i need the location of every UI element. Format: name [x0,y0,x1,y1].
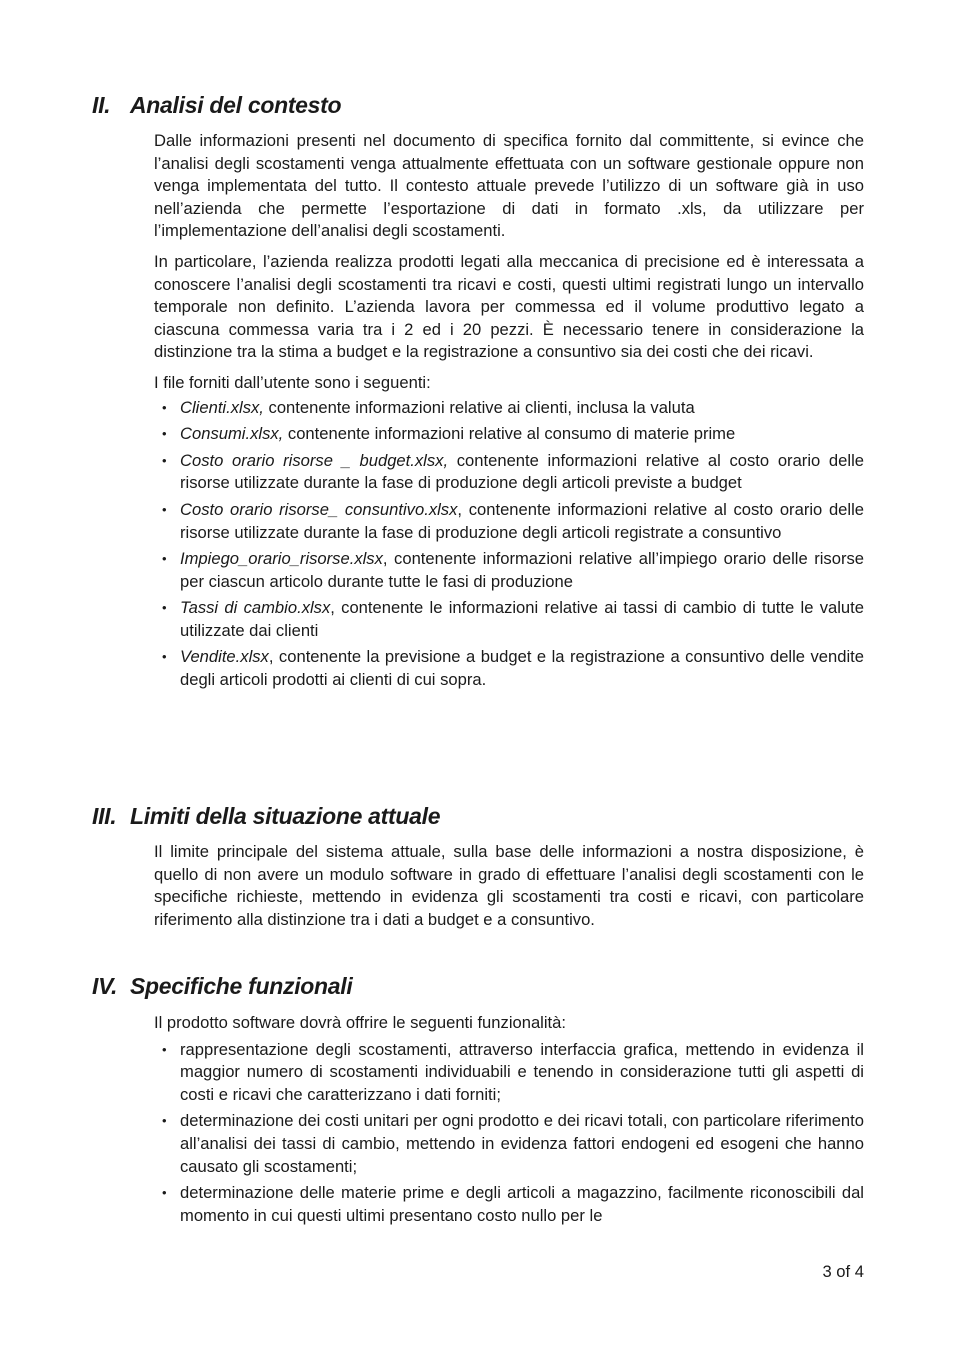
file-name: Costo orario risorse_ consuntivo.xlsx [180,499,458,519]
list-item: • determinazione dei costi unitari per ogni prodotto e dei ricavi totali, con particolare riferimento all’analisi dei tassi di cambio, mettendo in evidenza fattori endogeni ed esogeni che hanno causato gli scostamenti; [154,1110,864,1178]
section-body-analisi [154,130,864,696]
section-heading-limiti [92,803,440,830]
file-list [154,397,864,692]
file-name: Costo orario risorse _ budget.xlsx, [180,450,449,470]
file-name: Clienti.xlsx, [180,397,264,417]
paragraph: I file forniti dall’utente sono i seguenti: [154,372,431,392]
list-item [154,548,864,593]
file-name: Tassi di cambio.xlsx [180,598,331,618]
section-body-specifiche [154,1012,864,1231]
paragraph: In particolare, l’azienda realizza prodotti legati alla meccanica di precisione ed è interessata a conoscere l’analisi degli scostamenti tra ricavi e costi, questi ultimi registrati lungo un intervallo temporale non definito. L’azienda lavora per commessa ed il volume produttivo legato a ciascuna commessa varia tra i 2 ed i 20 pezzi. È necessario tenere in considerazione la distinzione tra la stima a budget e la registrazione a consuntivo sia dei costi che dei ricavi. [154,251,864,362]
file-name: Impiego_orario_risorse.xlsx [180,549,383,569]
paragraph: Dalle informazioni presenti nel documento di specifica fornito dal committente, si evince che l’analisi degli scostamenti venga attualmente effettuata con un software gestionale oppure non venga implementata del tutto. Il contesto attuale prevede l’utilizzo di un software già in uso nell’azienda che permette l’esportazione di dati in formato .xls, da utilizzare per l’implementazione dell’analisi degli scostamenti. [154,131,864,241]
list-item: • determinazione delle materie prime e degli articoli a magazzino, facilmente riconoscibili dal momento in cui questi ultimi presentano costo nullo per le [154,1182,864,1227]
list-item: • rappresentazione degli scostamenti, attraverso interfaccia grafica, mettendo in evidenza il maggior numero di scostamenti individuabili e tenendo in considerazione tutti gli aspetti di costi e ricavi che caratterizzano i dati forniti; [154,1039,864,1107]
file-name: Vendite.xlsx [180,647,269,667]
item-text: contenente informazioni relative ai clienti, inclusa la valuta [263,397,695,417]
paragraph: Il limite principale del sistema attuale, sulla base delle informazioni a nostra disposizione, è quello di non avere un modulo software in grado di effettuare l’analisi degli scostamenti con le specifiche richieste, mettendo in evidenza gli scostamenti tra costi e ricavi, con particolare riferimento alla distinzione tra i dati a budget e a consuntivo. [154,842,864,929]
item-text: , contenente informazioni relative all’impiego orario delle risorse per ciascun articolo durante tutte le fasi di produzione [180,549,864,591]
section-heading-analisi [92,92,341,119]
page-number: 3 of 4 [822,1262,864,1281]
section-title: Specifiche funzionali [130,973,353,999]
section-body-limiti [154,841,864,939]
section-number: III. [92,803,117,829]
list-item [154,450,864,495]
section-heading-specifiche [92,973,352,1000]
section-number: II. [92,92,111,118]
file-name: Consumi.xlsx, [180,424,284,444]
section-title: Analisi del contesto [130,92,342,118]
list-item [154,423,864,446]
item-text: contenente informazioni relative al consumo di materie prime [283,424,736,444]
item-text: , contenente la previsione a budget e la registrazione a consuntivo delle vendite degli articoli prodotti ai clienti di cui sopra. [180,647,864,690]
list-item [154,646,864,691]
item-text: , contenente informazioni relative al costo orario delle risorse utilizzate durante la fase di produzione degli articoli registrate a consuntivo [180,499,865,542]
section-number: IV. [92,973,118,999]
list-item [154,597,864,642]
section-title: Limiti della situazione attuale [130,803,441,829]
list-item [154,499,864,544]
paragraph: Il prodotto software dovrà offrire le seguenti funzionalità: [154,1013,567,1032]
feature-list [154,1039,864,1228]
item-text: contenente informazioni relative al costo orario delle risorse utilizzate durante la fase di produzione degli articoli previste a budget [180,450,864,493]
list-item [154,397,864,420]
item-text: , contenente le informazioni relative ai tassi di cambio di tutte le valute utilizzate dai clienti [180,598,864,640]
